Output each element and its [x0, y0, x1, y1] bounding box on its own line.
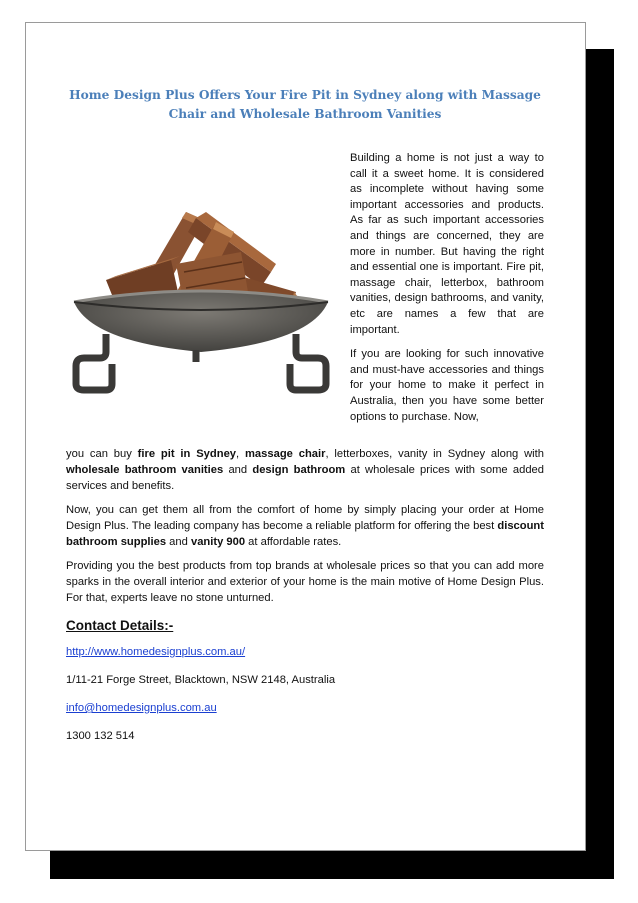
keyword-wholesale-vanities: wholesale bathroom vanities [66, 464, 224, 476]
keyword-massage-chair: massage chair [244, 448, 326, 460]
intro-paragraph: Building a home is not just a way to call it a sweet home. It is considered as incomplete without having some important accessories and products. As far as such important accessories and things are concerned, they are more in number. But having the right and essential one is important. Fire pit, massage chair, letterbox, bathroom vanities, design bathrooms, and vanity, etc are names a few that are important. [350, 152, 544, 336]
keyword-design-bathroom: design bathroom [252, 464, 346, 476]
motive-paragraph: Providing you the best products from top brands at wholesale prices so that you can add more sparks in the overall interior and exterior of your home is the main motive of Home Design Plus. For that, experts leave no stone unturned. [66, 560, 544, 604]
keyword-discount-supplies: discount bathroom supplies [66, 520, 544, 548]
email-line [66, 700, 544, 716]
intro-text-column [350, 151, 544, 434]
text-run: and [223, 464, 253, 476]
text-run: at wholesale prices with some added services and benefits. [66, 464, 544, 492]
main-body [66, 446, 544, 756]
looking-paragraph: If you are looking for such innovative and must-have accessories and things for your home to make it perfect in Australia, then you have some better options to purchase. Now, [350, 348, 544, 423]
page-shadow-bottom [50, 851, 614, 879]
page-title: Home Design Plus Offers Your Fire Pit in Sydney along with Massage Chair and Wholesale Bathroom Vanities [69, 88, 541, 121]
text-run: at affordable rates. [245, 536, 342, 548]
fire-pit-image [66, 152, 336, 447]
website-line [66, 644, 544, 660]
products-paragraph [66, 446, 544, 494]
phone-line: 1300 132 514 [66, 730, 135, 742]
text-run: you can buy [66, 448, 138, 460]
email-link[interactable]: info@homedesignplus.com.au [66, 702, 217, 714]
keyword-vanity-900: vanity 900 [190, 536, 246, 548]
text-run: , [236, 448, 245, 460]
contact-heading: Contact Details:- [66, 618, 174, 633]
website-link[interactable]: http://www.homedesignplus.com.au/ [66, 646, 246, 658]
fire-pit-bowl [74, 291, 328, 352]
address-line: 1/11-21 Forge Street, Blacktown, NSW 2148, Australia [66, 674, 336, 686]
keyword-fire-pit: fire pit in Sydney [137, 448, 237, 460]
text-run: and [166, 536, 191, 548]
text-run: , letterboxes, vanity in Sydney along with [325, 448, 545, 460]
page-shadow-right [586, 49, 614, 879]
text-run: Now, you can get them all from the comfort of home by simply placing your order at Home Design Plus. The leading company has become a reliable platform for offering the best [66, 504, 544, 532]
order-paragraph [66, 502, 544, 550]
